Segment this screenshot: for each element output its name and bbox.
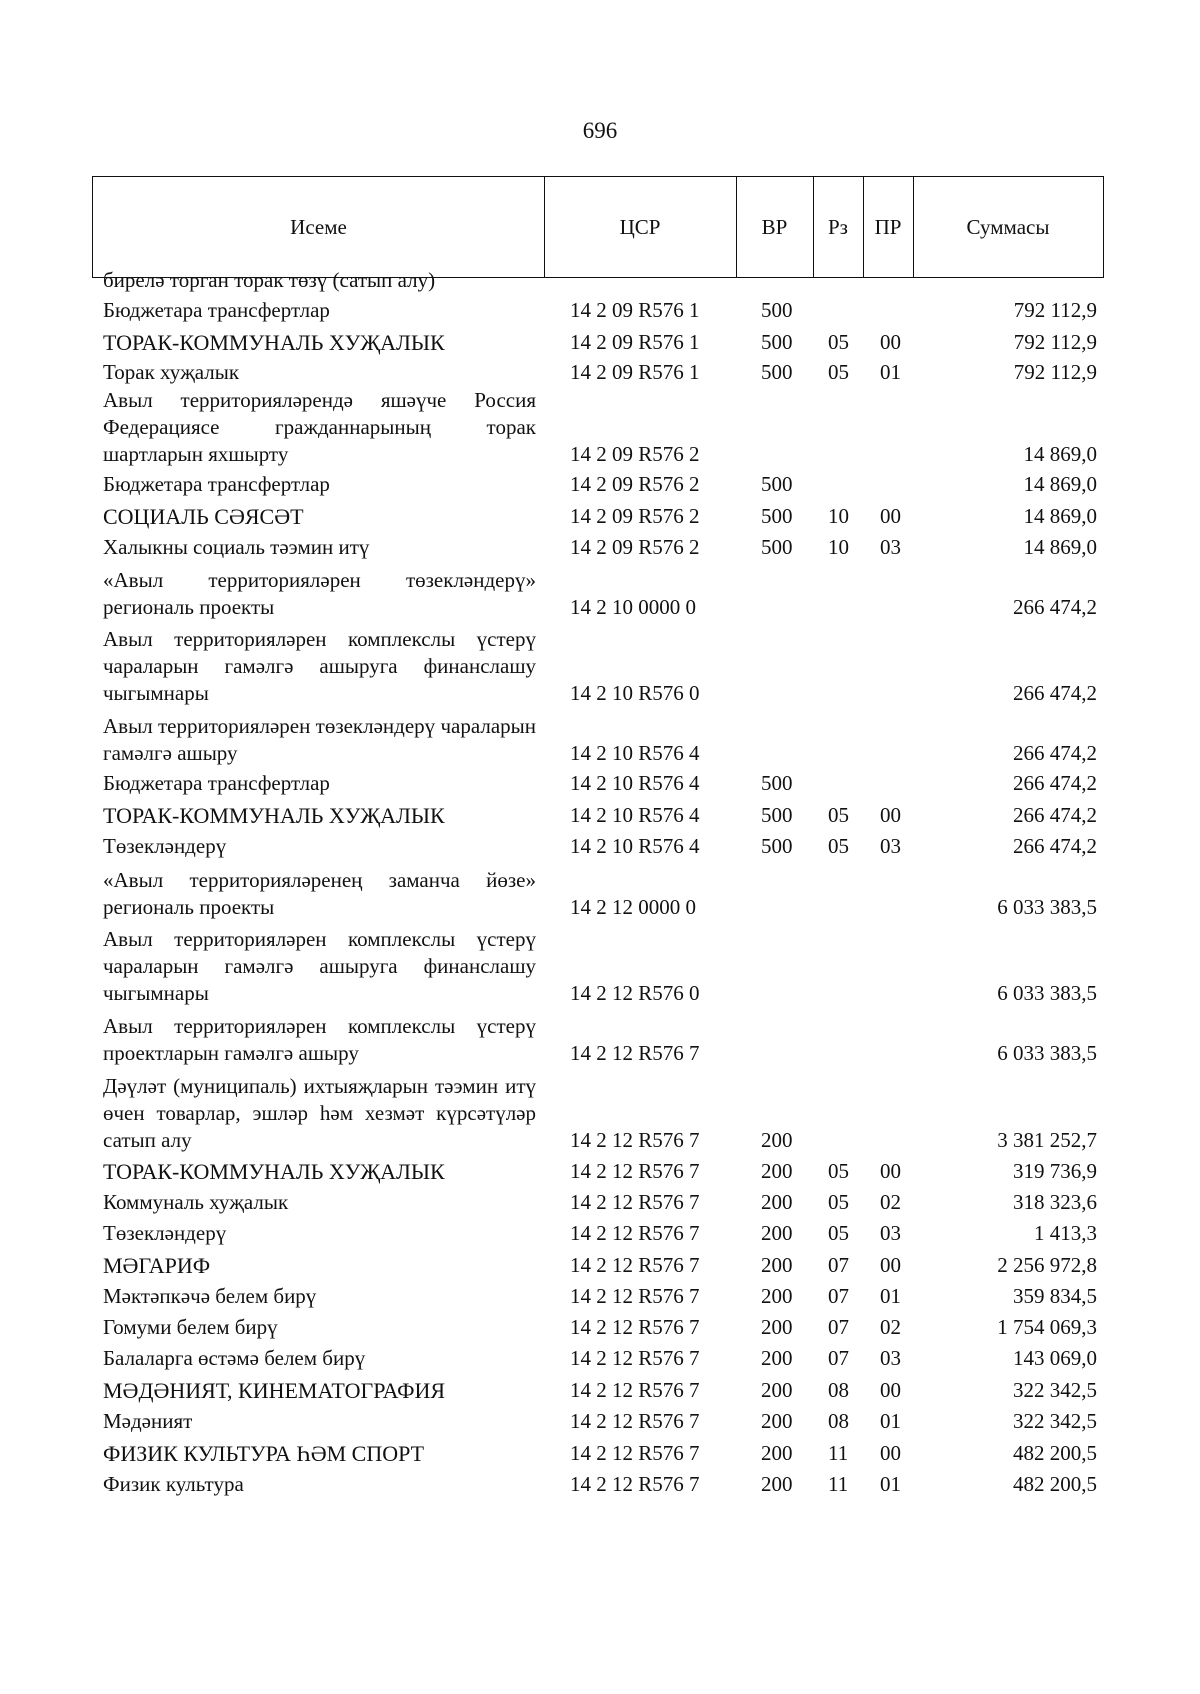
cell-name: Халыкны социаль тәэмин итү (103, 535, 370, 559)
cell-rz: 10 (828, 535, 849, 559)
cell-vr: 500 (761, 803, 793, 827)
cell-sum: 482 200,5 (1013, 1472, 1097, 1496)
cell-name: «Авыл территорияләрен төзекләндерү» региональ проекты (103, 568, 536, 619)
table-row (0, 1283, 1200, 1310)
cell-rz: 05 (828, 1221, 849, 1245)
table-row (0, 567, 1200, 621)
table-row (0, 833, 1200, 860)
cell-sum: 266 474,2 (1013, 834, 1097, 858)
cell-sum: 266 474,2 (1013, 741, 1097, 765)
cell-vr: 200 (761, 1346, 793, 1370)
cell-csr: 14 2 12 R576 7 (570, 1284, 700, 1308)
cell-csr: 14 2 12 R576 7 (570, 1472, 700, 1496)
table-row (0, 626, 1200, 707)
cell-name: МӘГАРИФ (103, 1253, 211, 1278)
cell-name: Авыл территорияләрендә яшәүче Россия Федерациясе гражданнарының торак шартларын яхшырту (103, 388, 536, 466)
cell-sum: 318 323,6 (1013, 1190, 1097, 1214)
table-row (0, 503, 1200, 530)
cell-sum: 266 474,2 (1013, 595, 1097, 619)
table-row (0, 1073, 1200, 1154)
cell-pr: 03 (880, 1346, 901, 1370)
cell-name: «Авыл территорияләренең заманча йөзе» региональ проекты (103, 868, 536, 919)
cell-name: Гомуми белем бирү (103, 1315, 278, 1339)
cell-name: Авыл территорияләрен төзекләндерү чараларын гамәлгә ашыру (103, 714, 536, 765)
table-row (0, 471, 1200, 498)
cell-name: МӘДӘНИЯТ, КИНЕМАТОГРАФИЯ (103, 1378, 446, 1403)
cell-vr: 500 (761, 472, 793, 496)
cell-csr: 14 2 12 R576 7 (570, 1409, 700, 1433)
table-row (0, 1189, 1200, 1216)
table-row (0, 267, 1200, 294)
cell-csr: 14 2 09 R576 1 (570, 330, 700, 354)
cell-name: Мәктәпкәчә белем бирү (103, 1284, 317, 1308)
cell-vr: 500 (761, 771, 793, 795)
cell-sum: 792 112,9 (1013, 298, 1097, 322)
table-row (0, 1471, 1200, 1498)
table-row (0, 534, 1200, 561)
cell-name: Авыл территорияләрен комплекслы үстерү проектларын гамәлгә ашыру (103, 1014, 536, 1065)
cell-csr: 14 2 12 R576 0 (570, 981, 700, 1005)
cell-vr: 500 (761, 504, 793, 528)
cell-name: Төзекләндерү (103, 834, 227, 858)
cell-sum: 266 474,2 (1013, 681, 1097, 705)
cell-vr: 500 (761, 298, 793, 322)
cell-csr: 14 2 09 R576 2 (570, 472, 700, 496)
cell-vr: 200 (761, 1159, 793, 1183)
cell-name: Мәдәният (103, 1409, 193, 1433)
cell-vr: 200 (761, 1221, 793, 1245)
cell-name: Коммуналь хуҗалык (103, 1190, 289, 1214)
table-row (0, 867, 1200, 921)
cell-sum: 6 033 383,5 (997, 981, 1097, 1005)
cell-rz: 05 (828, 834, 849, 858)
cell-vr: 200 (761, 1128, 793, 1152)
cell-vr: 500 (761, 834, 793, 858)
cell-rz: 07 (828, 1284, 849, 1308)
cell-pr: 02 (880, 1315, 901, 1339)
cell-name: бирелә торган торак төзү (сатып алу) (103, 268, 436, 292)
cell-csr: 14 2 10 R576 4 (570, 834, 700, 858)
table-row (0, 1013, 1200, 1067)
cell-csr: 14 2 12 R576 7 (570, 1159, 700, 1183)
cell-vr: 200 (761, 1409, 793, 1433)
header-csr: ЦСР (619, 214, 661, 239)
header-rz: Рз (828, 214, 848, 239)
cell-pr: 00 (880, 1159, 901, 1183)
cell-vr: 200 (761, 1253, 793, 1277)
cell-pr: 00 (880, 1253, 901, 1277)
cell-rz: 05 (828, 1159, 849, 1183)
cell-name: ТОРАК-КОММУНАЛЬ ХУҖАЛЫК (103, 330, 445, 355)
cell-sum: 2 256 972,8 (997, 1253, 1097, 1277)
cell-name: Физик культура (103, 1472, 244, 1496)
cell-rz: 08 (828, 1378, 849, 1402)
cell-csr: 14 2 12 0000 0 (570, 895, 696, 919)
cell-sum: 1 754 069,3 (997, 1315, 1097, 1339)
cell-rz: 05 (828, 1190, 849, 1214)
cell-vr: 500 (761, 535, 793, 559)
cell-name: Бюджетара трансфертлар (103, 472, 330, 496)
cell-vr: 200 (761, 1378, 793, 1402)
table-row (0, 1408, 1200, 1435)
page-number: 696 (582, 118, 618, 143)
table-row (0, 1314, 1200, 1341)
table-row (0, 329, 1200, 356)
cell-vr: 500 (761, 360, 793, 384)
cell-sum: 482 200,5 (1013, 1441, 1097, 1465)
cell-pr: 01 (880, 1472, 901, 1496)
header-vr: ВР (761, 214, 788, 239)
cell-name: ТОРАК-КОММУНАЛЬ ХУҖАЛЫК (103, 803, 445, 828)
cell-pr: 03 (880, 1221, 901, 1245)
cell-csr: 14 2 09 R576 1 (570, 298, 700, 322)
cell-rz: 05 (828, 360, 849, 384)
table-row (0, 297, 1200, 324)
cell-vr: 200 (761, 1190, 793, 1214)
cell-sum: 14 869,0 (1023, 442, 1097, 466)
cell-csr: 14 2 10 R576 4 (570, 771, 700, 795)
cell-vr: 200 (761, 1315, 793, 1339)
cell-pr: 03 (880, 535, 901, 559)
header-pr: ПР (874, 214, 902, 239)
cell-pr: 03 (880, 834, 901, 858)
cell-pr: 01 (880, 360, 901, 384)
cell-name: Балаларга өстәмә белем бирү (103, 1346, 366, 1370)
cell-sum: 266 474,2 (1013, 803, 1097, 827)
table-header (92, 176, 1104, 278)
cell-sum: 792 112,9 (1013, 360, 1097, 384)
cell-csr: 14 2 12 R576 7 (570, 1190, 700, 1214)
cell-rz: 07 (828, 1346, 849, 1370)
table-row (0, 1252, 1200, 1279)
cell-pr: 00 (880, 1441, 901, 1465)
cell-sum: 792 112,9 (1013, 330, 1097, 354)
cell-csr: 14 2 09 R576 2 (570, 535, 700, 559)
cell-name: Дәүләт (муниципаль) ихтыяҗларын тәэмин итү өчен товарлар, эшләр һәм хезмәт күрсәтүләр сатып алу (103, 1074, 536, 1152)
cell-csr: 14 2 10 R576 4 (570, 803, 700, 827)
cell-name: ФИЗИК КУЛЬТУРА ҺӘМ СПОРТ (103, 1441, 425, 1466)
cell-rz: 07 (828, 1315, 849, 1339)
header-sum: Суммасы (966, 214, 1050, 239)
table-row (0, 713, 1200, 767)
cell-vr: 200 (761, 1284, 793, 1308)
cell-csr: 14 2 10 R576 4 (570, 741, 700, 765)
cell-csr: 14 2 12 R576 7 (570, 1041, 700, 1065)
cell-name: Төзекләндерү (103, 1221, 227, 1245)
cell-pr: 01 (880, 1409, 901, 1433)
cell-csr: 14 2 10 R576 0 (570, 681, 700, 705)
cell-rz: 11 (828, 1472, 849, 1496)
cell-name: Торак хуҗалык (103, 360, 240, 384)
cell-rz: 10 (828, 504, 849, 528)
table-row (0, 770, 1200, 797)
cell-sum: 3 381 252,7 (997, 1128, 1097, 1152)
cell-rz: 05 (828, 803, 849, 827)
cell-csr: 14 2 12 R576 7 (570, 1378, 700, 1402)
cell-rz: 11 (828, 1441, 849, 1465)
cell-sum: 14 869,0 (1023, 504, 1097, 528)
cell-pr: 00 (880, 330, 901, 354)
cell-pr: 00 (880, 1378, 901, 1402)
cell-sum: 6 033 383,5 (997, 1041, 1097, 1065)
cell-sum: 322 342,5 (1013, 1409, 1097, 1433)
table-row (0, 1345, 1200, 1372)
cell-vr: 200 (761, 1472, 793, 1496)
cell-csr: 14 2 12 R576 7 (570, 1346, 700, 1370)
header-name: Исеме (290, 214, 347, 239)
table-row (0, 1440, 1200, 1467)
cell-csr: 14 2 09 R576 2 (570, 442, 700, 466)
table-row (0, 1158, 1200, 1185)
cell-sum: 14 869,0 (1023, 535, 1097, 559)
cell-csr: 14 2 12 R576 7 (570, 1253, 700, 1277)
cell-rz: 07 (828, 1253, 849, 1277)
table-row (0, 1377, 1200, 1404)
table-row (0, 1220, 1200, 1247)
table-row (0, 359, 1200, 386)
cell-name: Бюджетара трансфертлар (103, 771, 330, 795)
cell-sum: 143 069,0 (1013, 1346, 1097, 1370)
table-row (0, 926, 1200, 1007)
cell-vr: 200 (761, 1441, 793, 1465)
cell-vr: 500 (761, 330, 793, 354)
cell-sum: 319 736,9 (1013, 1159, 1097, 1183)
cell-csr: 14 2 09 R576 2 (570, 504, 700, 528)
cell-name: СОЦИАЛЬ СӘЯСӘТ (103, 504, 304, 529)
cell-name: ТОРАК-КОММУНАЛЬ ХУҖАЛЫК (103, 1159, 445, 1184)
cell-csr: 14 2 12 R576 7 (570, 1128, 700, 1152)
cell-pr: 00 (880, 504, 901, 528)
cell-sum: 359 834,5 (1013, 1284, 1097, 1308)
cell-csr: 14 2 12 R576 7 (570, 1315, 700, 1339)
cell-name: Авыл территорияләрен комплекслы үстерү чараларын гамәлгә ашыруга финанслашу чыгымнары (103, 927, 536, 1005)
cell-sum: 6 033 383,5 (997, 895, 1097, 919)
cell-pr: 02 (880, 1190, 901, 1214)
cell-pr: 00 (880, 803, 901, 827)
cell-pr: 01 (880, 1284, 901, 1308)
cell-name: Авыл территорияләрен комплекслы үстерү чараларын гамәлгә ашыруга финанслашу чыгымнары (103, 627, 536, 705)
cell-rz: 05 (828, 330, 849, 354)
cell-csr: 14 2 09 R576 1 (570, 360, 700, 384)
cell-sum: 14 869,0 (1023, 472, 1097, 496)
cell-csr: 14 2 10 0000 0 (570, 595, 696, 619)
cell-sum: 266 474,2 (1013, 771, 1097, 795)
cell-csr: 14 2 12 R576 7 (570, 1441, 700, 1465)
cell-sum: 322 342,5 (1013, 1378, 1097, 1402)
cell-sum: 1 413,3 (1034, 1221, 1097, 1245)
table-row (0, 387, 1200, 468)
cell-name: Бюджетара трансфертлар (103, 298, 330, 322)
cell-rz: 08 (828, 1409, 849, 1433)
cell-csr: 14 2 12 R576 7 (570, 1221, 700, 1245)
table-row (0, 802, 1200, 829)
